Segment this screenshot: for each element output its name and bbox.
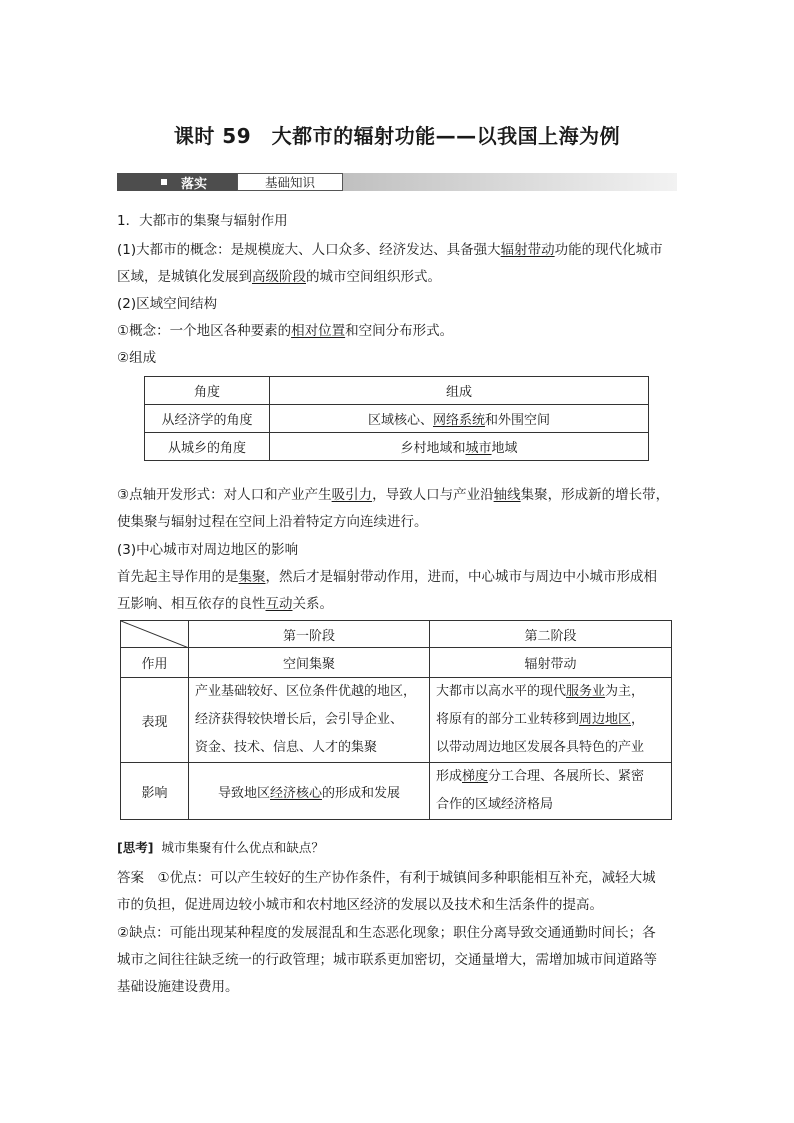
table-cell: 从城乡的角度 [145,433,270,461]
paragraph-concept-line1: (1)大都市的概念：是规模庞大、人口众多、经济发达、具备强大辐射带动功能的现代化城市 [117,242,663,258]
heading-1: 1．大都市的集聚与辐射作用 [117,213,288,229]
table-row [121,648,672,678]
table-cell: 乡村地域和城市地域 [270,433,649,461]
page-title: 课时 59 大都市的辐射功能——以我国上海为例 [173,124,621,148]
subheading-center-city: (3)中心城市对周边地区的影响 [117,542,299,558]
answer-line: ②缺点：可能出现某种程度的发展混乱和生态恶化现象；职住分离导致交通通勤时间长；各 [117,925,656,941]
paragraph-point-axis-line2: 使集聚与辐射过程在空间上沿着特定方向连续进行。 [117,514,428,530]
paragraph-point-axis-line1: ③点轴开发形式：对人口和产业产生吸引力，导致人口与产业沿轴线集聚，形成新的增长带， [117,487,670,503]
table-row [121,763,672,820]
table-header-row [121,621,672,648]
section-tag [117,173,237,191]
diagonal-header-cell [121,621,189,648]
composition-table [144,376,649,461]
answer-line: 基础设施建设费用。 [117,979,239,995]
table-cell: 导致地区经济核心的形成和发展 [189,763,430,820]
table-header-cell: 第一阶段 [189,621,430,648]
row-label: 作用 [121,648,189,678]
table-cell: 辐射带动 [430,648,672,678]
table-cell: 区域核心、网络系统和外围空间 [270,405,649,433]
row-label: 表现 [121,678,189,763]
paragraph-center-city-line1: 首先起主导作用的是集聚，然后才是辐射带动作用，进而，中心城市与周边中小城市形成相 [117,569,657,585]
table-header-cell: 第二阶段 [430,621,672,648]
table-cell: 大都市以高水平的现代服务业为主， 将原有的部分工业转移到周边地区， 以带动周边地区发展各具特色的产业 [430,678,672,763]
section-tag-label: 落实 [181,176,208,192]
section-label: 基础知识 [237,173,343,191]
answer-line: 答案 ①优点：可以产生较好的生产协作条件，有利于城镇间多种职能相互补充，减轻大城 [117,870,656,886]
table-row [145,405,649,433]
think-question: [思考] 城市集聚有什么优点和缺点？ [117,840,324,855]
answer-line: 城市之间往往缺乏统一的行政管理；城市联系更加密切，交通量增大，需增加城市间道路等 [117,952,657,968]
table-cell: 空间集聚 [189,648,430,678]
subheading-structure: (2)区域空间结构 [117,296,218,312]
section-header-bar [117,173,677,191]
paragraph-structure-concept: ①概念：一个地区各种要素的相对位置和空间分布形式。 [117,323,454,339]
paragraph-concept-line2: 区域，是城镇化发展到高级阶段的城市空间组织形式。 [117,269,441,285]
square-bullet-icon [161,179,167,185]
row-label: 影响 [121,763,189,820]
table-header-row [145,377,649,405]
paragraph-center-city-line2: 互影响、相互依存的良性互动关系。 [117,596,333,612]
table-cell: 产业基础较好、区位条件优越的地区， 经济获得较快增长后，会引导企业、 资金、技术、信息、人才的集聚 [189,678,430,763]
table-row [121,678,672,763]
table-cell: 从经济学的角度 [145,405,270,433]
table-header-cell: 角度 [145,377,270,405]
stage-table [120,620,672,820]
table-header-cell: 组成 [270,377,649,405]
diagonal-line [121,621,189,648]
answer-line: 市的负担，促进周边较小城市和农村地区经济的发展以及技术和生活条件的提高。 [117,897,603,913]
table-row [145,433,649,461]
table-cell: 形成梯度分工合理、各展所长、紧密 合作的区域经济格局 [430,763,672,820]
subheading-composition: ②组成 [117,350,157,366]
